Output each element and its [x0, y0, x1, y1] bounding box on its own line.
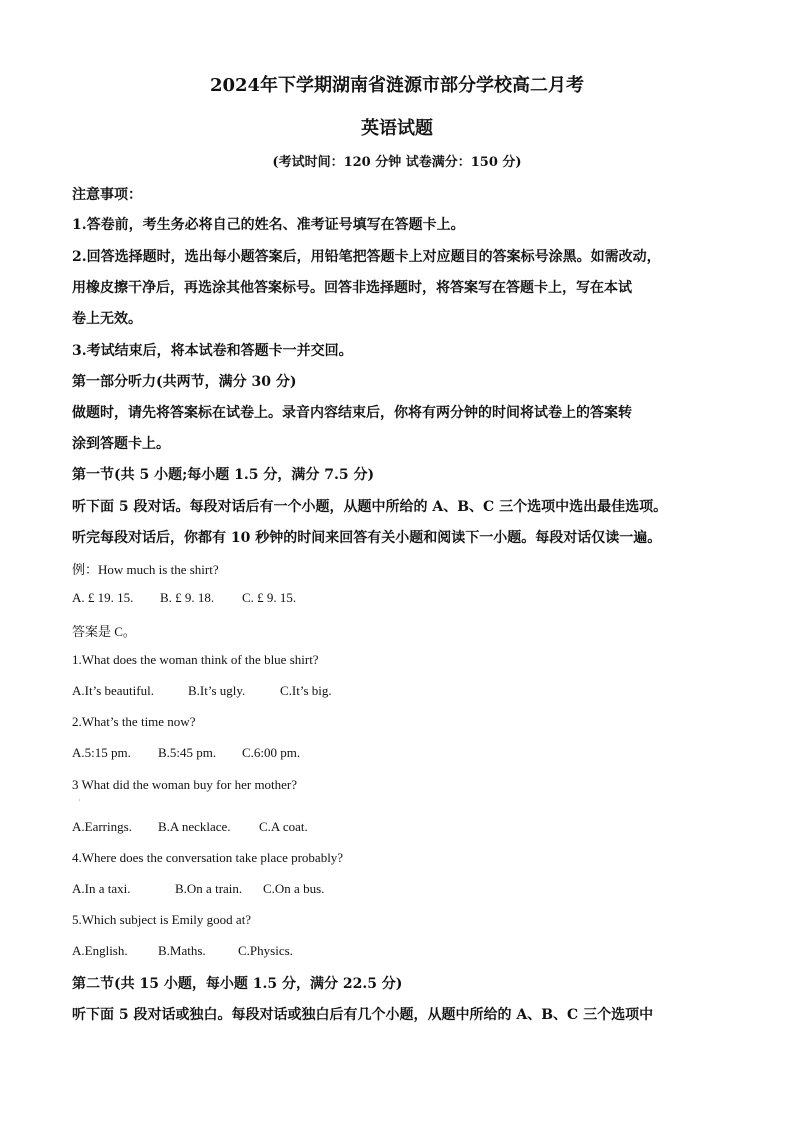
notice-item-3: 3.考试结束后，将本试卷和答题卡一并交回。	[72, 343, 353, 359]
question-1-options	[72, 683, 724, 699]
section2-heading: 第二节(共 15 小题，每小题 1.5 分，满分 22.5 分)	[72, 976, 403, 992]
section1-heading: 第一节(共 5 小题;每小题 1.5 分，满分 7.5 分)	[72, 467, 375, 483]
notice-item-2-line-2: 用橡皮擦干净后，再选涂其他答案标号。回答非选择题时，将答案写在答题卡上，写在本试	[72, 280, 632, 296]
notice-heading: 注意事项：	[72, 187, 142, 203]
q5-option-b: B.Maths.	[158, 943, 206, 958]
example-answer: 答案是 C。	[72, 624, 136, 639]
exam-subtitle: 英语试题	[361, 118, 433, 139]
part1-instruction-line-1: 做题时，请先将答案标在试卷上。录音内容结束后，你将有两分钟的时间将试卷上的答案转	[72, 405, 632, 421]
section2-instruction-line-1: 听下面 5 段对话或独白。每段对话或独白后有几个小题，从题中所给的 A、B、C 三个选项中	[72, 1007, 654, 1023]
part1-instruction-line-2: 涂到答题卡上。	[72, 436, 170, 452]
q2-option-c: C.6:00 pm.	[242, 745, 301, 760]
q5-option-a: A.English.	[72, 943, 128, 958]
section1-instruction-line-2: 听完每段对话后，你都有 10 秒钟的时间来回答有关小题和阅读下一小题。每段对话仅读一遍。	[72, 530, 662, 546]
exam-title: 2024年下学期湖南省涟源市部分学校高二月考	[209, 75, 585, 96]
q5-option-c: C.Physics.	[238, 943, 293, 958]
q3-option-c: C.A coat.	[259, 819, 308, 834]
q2-option-b: B.5:45 pm.	[158, 745, 217, 760]
example-options	[72, 590, 724, 606]
q1-option-c: C.It’s big.	[280, 683, 332, 698]
question-2-options	[72, 745, 724, 761]
notice-item-2-line-3: 卷上无效。	[72, 311, 142, 327]
q3-option-a: A.Earrings.	[72, 819, 132, 834]
stray-mark: ·	[78, 796, 81, 805]
question-1: 1.What does the woman think of the blue shirt?	[72, 652, 319, 667]
question-5-options	[72, 943, 724, 959]
notice-item-2-line-1: 2.回答选择题时，选出每小题答案后，用铅笔把答题卡上对应题目的答案标号涂黑。如需改动，	[72, 249, 661, 265]
q2-option-a: A.5:15 pm.	[72, 745, 131, 760]
q3-option-b: B.A necklace.	[158, 819, 231, 834]
question-3: 3 What did the woman buy for her mother?	[72, 777, 298, 792]
question-2: 2.What’s the time now?	[72, 714, 196, 729]
notice-item-1: 1.答卷前，考生务必将自己的姓名、准考证号填写在答题卡上。	[72, 217, 465, 233]
example-option-c: C. £ 9. 15.	[242, 590, 297, 605]
exam-meta: (考试时间：120 分钟 试卷满分：150 分)	[272, 155, 522, 170]
example-option-b: B. £ 9. 18.	[160, 590, 215, 605]
q1-option-b: B.It’s ugly.	[188, 683, 246, 698]
section1-instruction-line-1: 听下面 5 段对话。每段对话后有一个小题，从题中所给的 A、B、C 三个选项中选出最佳选项。	[72, 499, 668, 515]
example-option-a: A. £ 19. 15.	[72, 590, 134, 605]
part1-heading: 第一部分听力(共两节，满分 30 分)	[72, 374, 297, 390]
q4-option-b: B.On a train.	[175, 881, 243, 896]
example-question: 例：How much is the shirt?	[72, 562, 219, 577]
question-5: 5.Which subject is Emily good at?	[72, 912, 252, 927]
question-4: 4.Where does the conversation take place probably?	[72, 850, 344, 865]
q4-option-a: A.In a taxi.	[72, 881, 131, 896]
q4-option-c: C.On a bus.	[263, 881, 325, 896]
question-3-options	[72, 819, 724, 835]
q1-option-a: A.It’s beautiful.	[72, 683, 154, 698]
question-4-options	[72, 881, 724, 897]
